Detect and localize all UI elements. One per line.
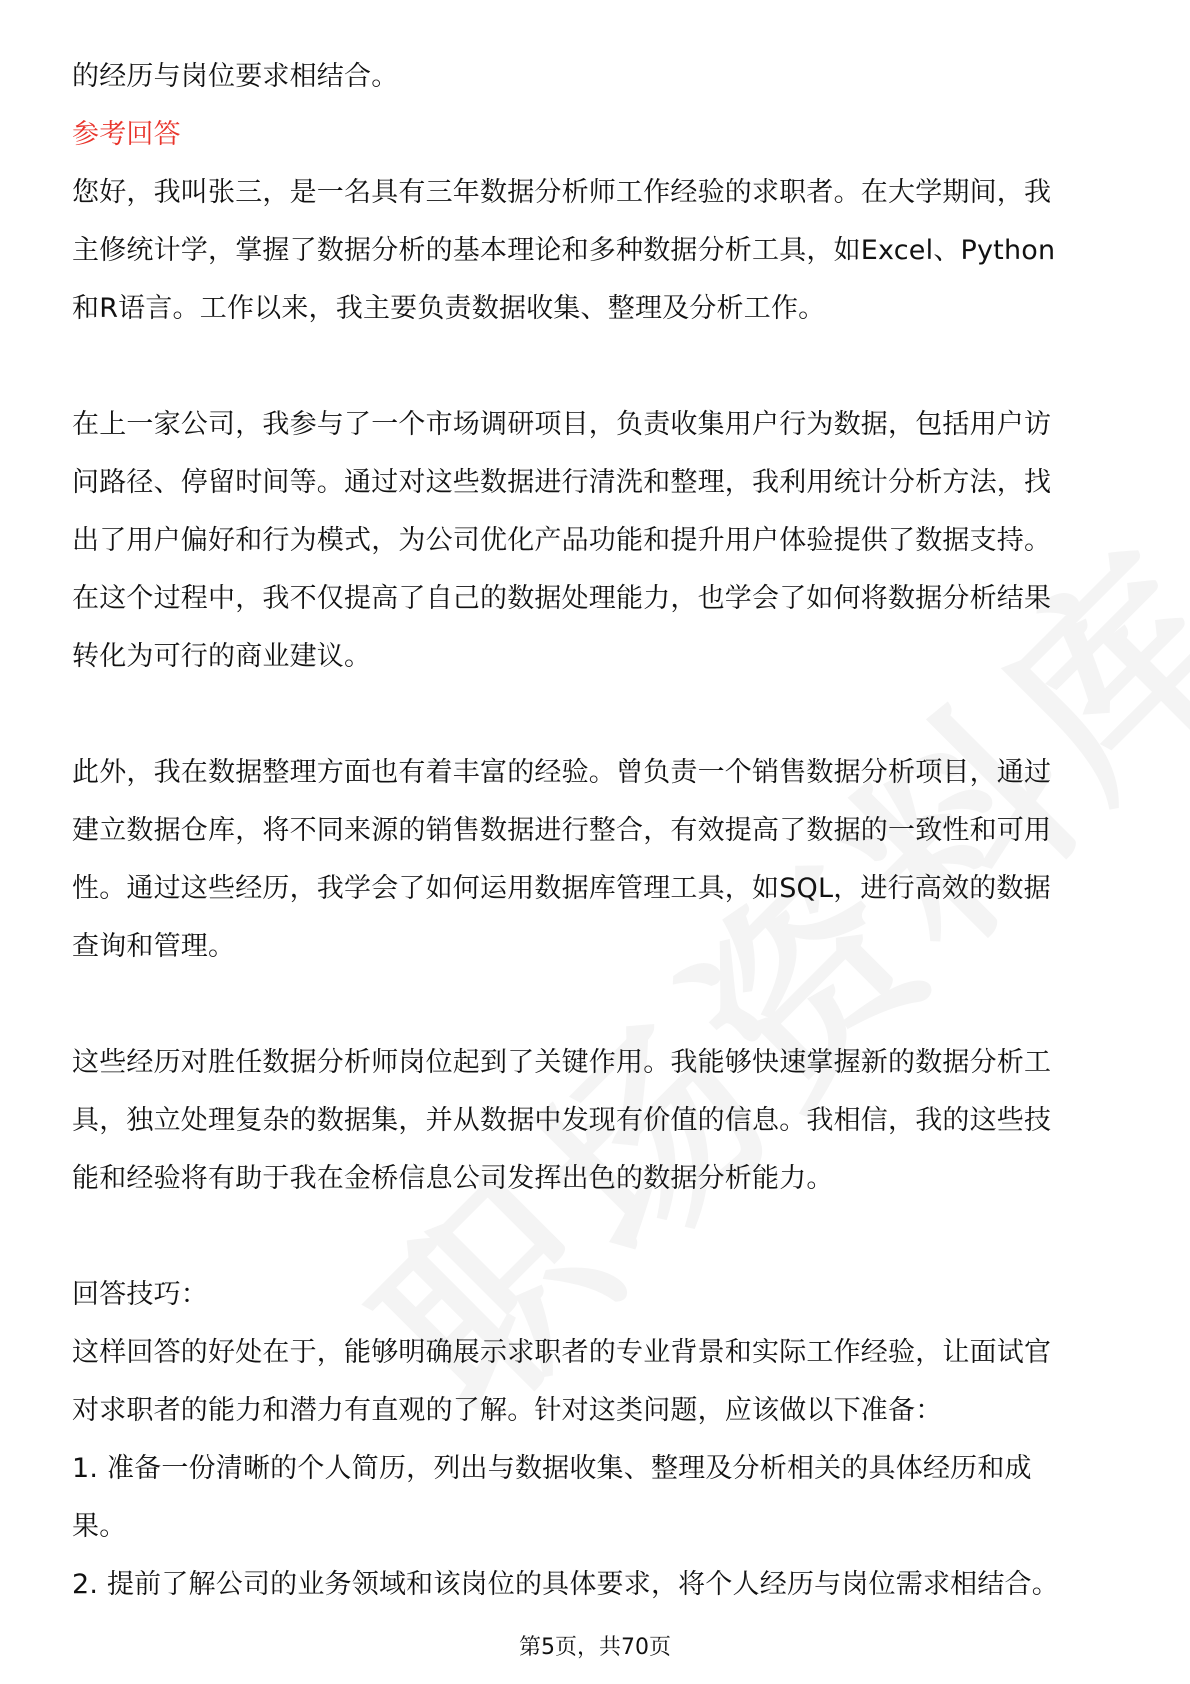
paragraph-gap xyxy=(72,976,1118,1034)
text-line: 在上一家公司，我参与了一个市场调研项目，负责收集用户行为数据，包括用户访 xyxy=(72,409,1052,440)
text-line: 问路径、停留时间等。通过对这些数据进行清洗和整理，我利用统计分析方法，找 xyxy=(72,467,1052,498)
document-body xyxy=(72,48,1118,1614)
text-line: 建立数据仓库，将不同来源的销售数据进行整合，有效提高了数据的一致性和可用 xyxy=(72,815,1052,846)
tips-line: 这样回答的好处在于，能够明确展示求职者的专业背景和实际工作经验，让面试官 xyxy=(72,1337,1052,1368)
tips-list xyxy=(72,1324,1118,1614)
tips-line: 2. 提前了解公司的业务领域和该岗位的具体要求，将个人经历与岗位需求相结合。 xyxy=(72,1569,1059,1600)
text-line: 转化为可行的商业建议。 xyxy=(72,641,372,672)
tips-line: 对求职者的能力和潜力有直观的了解。针对这类问题，应该做以下准备： xyxy=(72,1395,943,1426)
text-line: 在这个过程中，我不仅提高了自己的数据处理能力，也学会了如何将数据分析结果 xyxy=(72,583,1052,614)
continuation-line: 的经历与岗位要求相结合。 xyxy=(72,61,399,92)
tips-heading: 回答技巧： xyxy=(72,1279,208,1310)
paragraph-market-research xyxy=(72,396,1118,686)
paragraph-data-warehouse xyxy=(72,744,1118,976)
paragraph-gap xyxy=(72,338,1118,396)
page-number: 第5页，共70页 xyxy=(519,1635,671,1660)
text-line: 具，独立处理复杂的数据集，并从数据中发现有价值的信息。我相信，我的这些技 xyxy=(72,1105,1052,1136)
text-line: 这些经历对胜任数据分析师岗位起到了关键作用。我能够快速掌握新的数据分析工 xyxy=(72,1047,1052,1078)
tips-line: 1. 准备一份清晰的个人简历，列出与数据收集、整理及分析相关的具体经历和成 xyxy=(72,1453,1032,1484)
paragraph-intro xyxy=(72,164,1118,338)
text-line: 您好，我叫张三，是一名具有三年数据分析师工作经验的求职者。在大学期间，我 xyxy=(72,177,1052,208)
paragraph-gap xyxy=(72,686,1118,744)
paragraph-summary xyxy=(72,1034,1118,1208)
text-line: 性。通过这些经历，我学会了如何运用数据库管理工具，如SQL，进行高效的数据 xyxy=(72,873,1051,904)
text-line: 查询和管理。 xyxy=(72,931,236,962)
tips-line: 果。 xyxy=(72,1511,127,1542)
text-line: 出了用户偏好和行为模式，为公司优化产品功能和提升用户体验提供了数据支持。 xyxy=(72,525,1052,556)
text-line: 此外，我在数据整理方面也有着丰富的经验。曾负责一个销售数据分析项目，通过 xyxy=(72,757,1052,788)
paragraph-gap xyxy=(72,1208,1118,1266)
text-line: 主修统计学，掌握了数据分析的基本理论和多种数据分析工具，如Excel、Python xyxy=(72,235,1056,266)
answer-heading: 参考回答 xyxy=(72,119,181,150)
text-line: 能和经验将有助于我在金桥信息公司发挥出色的数据分析能力。 xyxy=(72,1163,834,1194)
text-line: 和R语言。工作以来，我主要负责数据收集、整理及分析工作。 xyxy=(72,293,826,324)
